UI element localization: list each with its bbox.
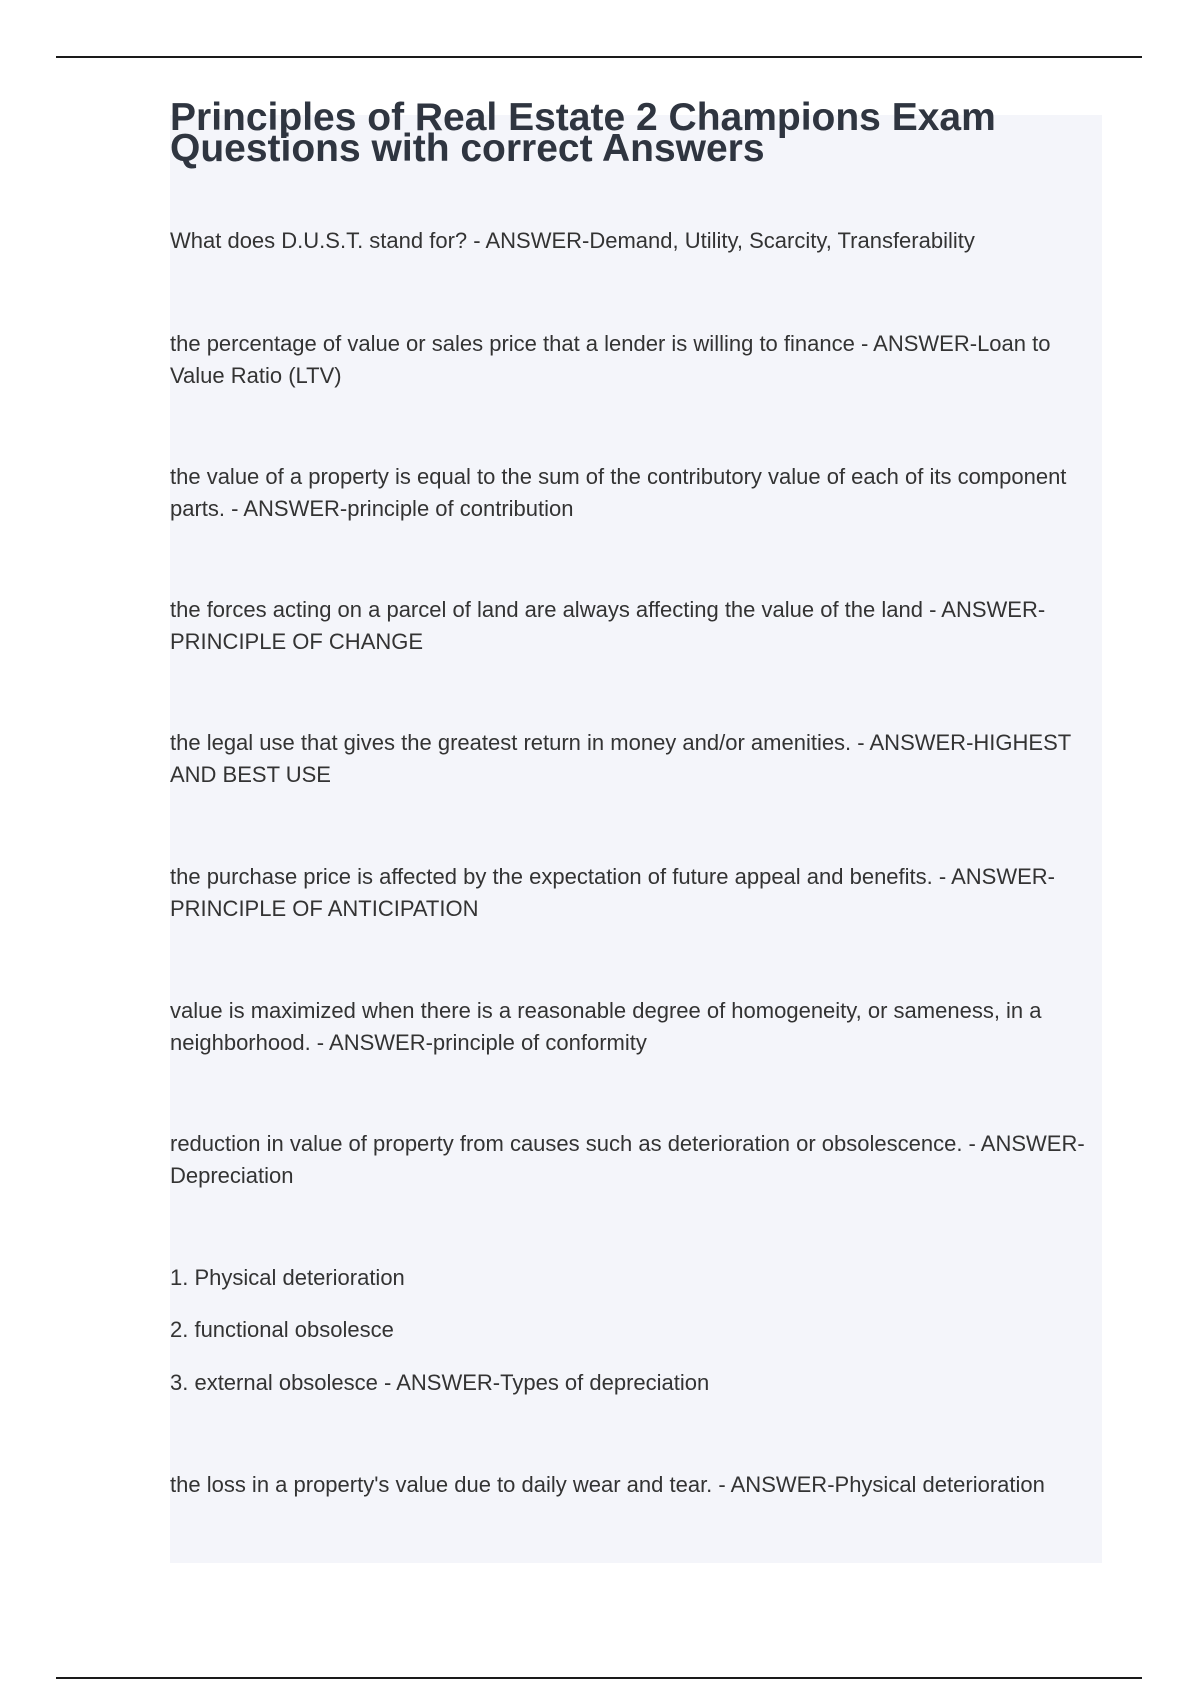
- qa-entry-depreciation: reduction in value of property from causes such as deterioration or obsolescence. - ANSWER-Depreciation: [170, 1131, 1085, 1188]
- qa-entry-dust: What does D.U.S.T. stand for? - ANSWER-Demand, Utility, Scarcity, Transferability: [170, 228, 975, 253]
- qa-entry-ltv: the percentage of value or sales price that a lender is willing to finance - ANSWER-Loan to Value Ratio (LTV): [170, 331, 1051, 388]
- qa-entry-change: the forces acting on a parcel of land are always affecting the value of the land - ANSWER-PRINCIPLE OF CHANGE: [170, 597, 1046, 654]
- list-item: 3. external obsolesce - ANSWER-Types of depreciation: [170, 1370, 710, 1395]
- list-item: 2. functional obsolesce: [170, 1317, 394, 1342]
- qa-entry-physical-deterioration: the loss in a property's value due to daily wear and tear. - ANSWER-Physical deterioration: [170, 1472, 1045, 1497]
- qa-entry-contribution: the value of a property is equal to the sum of the contributory value of each of its component parts. - ANSWER-principle of contribution: [170, 464, 1067, 521]
- top-rule: [56, 56, 1142, 58]
- bottom-rule: [56, 1677, 1142, 1679]
- qa-entry-highest-best-use: the legal use that gives the greatest return in money and/or amenities. - ANSWER-HIGHEST AND BEST USE: [170, 730, 1071, 787]
- qa-entry-conformity: value is maximized when there is a reasonable degree of homogeneity, or sameness, in a neighborhood. - ANSWER-principle of conformity: [170, 998, 1042, 1055]
- list-item: 1. Physical deterioration: [170, 1265, 405, 1290]
- qa-entry-anticipation: the purchase price is affected by the expectation of future appeal and benefits. - ANSWER-PRINCIPLE OF ANTICIPATION: [170, 864, 1055, 921]
- document-title: Principles of Real Estate 2 Champions Exam Questions with correct Answers: [170, 96, 996, 170]
